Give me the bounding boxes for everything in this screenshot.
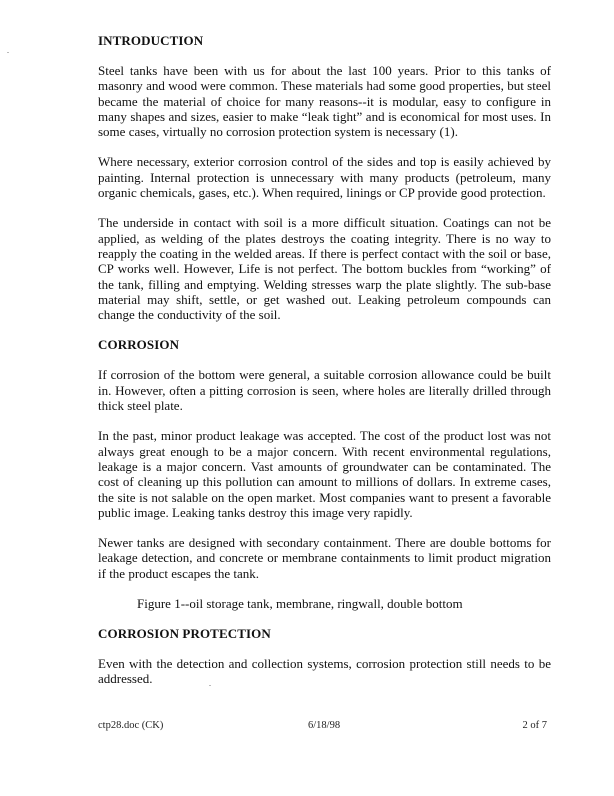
paragraph-corrosion-3: Newer tanks are designed with secondary containment. There are double bottoms for leakage detection, and concrete or membrane containments to limit product migration if the product escapes the tank. <box>98 535 551 581</box>
heading-introduction: INTRODUCTION <box>98 33 204 48</box>
paragraph-corrosion-1: If corrosion of the bottom were general, a suitable corrosion allowance could be built in. However, often a pitting corrosion is seen, where holes are literally drilled through thick steel plate. <box>98 367 551 414</box>
paragraph-intro-2: Where necessary, exterior corrosion control of the sides and top is easily achieved by painting. Internal protection is unnecessary with many products (petroleum, many organic chemicals, gases, etc.). When required, linings or CP provide good protection. <box>98 154 551 201</box>
footer-page-number: 2 of 7 <box>522 720 547 731</box>
scan-speck <box>209 685 211 686</box>
paragraph-corrosion-2: In the past, minor product leakage was accepted. The cost of the product lost was not always great enough to be a major concern. With recent environmental regulations, leakage is a major concern. Vast amounts of groundwater can be contaminated. The cost of cleaning up this pollution can amount to millions of dollars. In extreme cases, the site is not salable on the open market. Most companies want to present a favorable public image. Leaking tanks destroy this image very rapidly. <box>98 428 551 520</box>
footer-date: 6/18/98 <box>308 720 341 731</box>
heading-corrosion-protection: CORROSION PROTECTION <box>98 626 271 642</box>
scan-speck <box>7 52 9 53</box>
figure-caption: Figure 1--oil storage tank, membrane, ringwall, double bottom <box>137 596 463 612</box>
paragraph-protection-1: Even with the detection and collection systems, corrosion protection still needs to be addressed. <box>98 656 551 687</box>
paragraph-intro-3: The underside in contact with soil is a more difficult situation. Coatings can not be applied, as welding of the plates destroys the coating integrity. There is no way to reapply the coating in the welded areas. If there is perfect contact with the soil or base, CP works well. However, Life is not perfect. The bottom buckles from “working” of the tank, filling and emptying. Welding stresses warp the plate slightly. The sub-base material may shift, settle, or get washed out. Leaking petroleum compounds can change the conductivity of the soil. <box>98 215 551 323</box>
document-page <box>98 33 551 702</box>
footer-filename: ctp28.doc (CK) <box>98 720 164 731</box>
paragraph-intro-1: Steel tanks have been with us for about the last 100 years. Prior to this tanks of masonry and wood were common. These materials had some good properties, but steel became the material of choice for many reasons--it is modular, easy to configure in many shapes and sizes, easier to make “leak tight” and is economical for most uses. In some cases, virtually no corrosion protection system is necessary (1). <box>98 63 551 140</box>
heading-corrosion: CORROSION <box>98 337 180 353</box>
